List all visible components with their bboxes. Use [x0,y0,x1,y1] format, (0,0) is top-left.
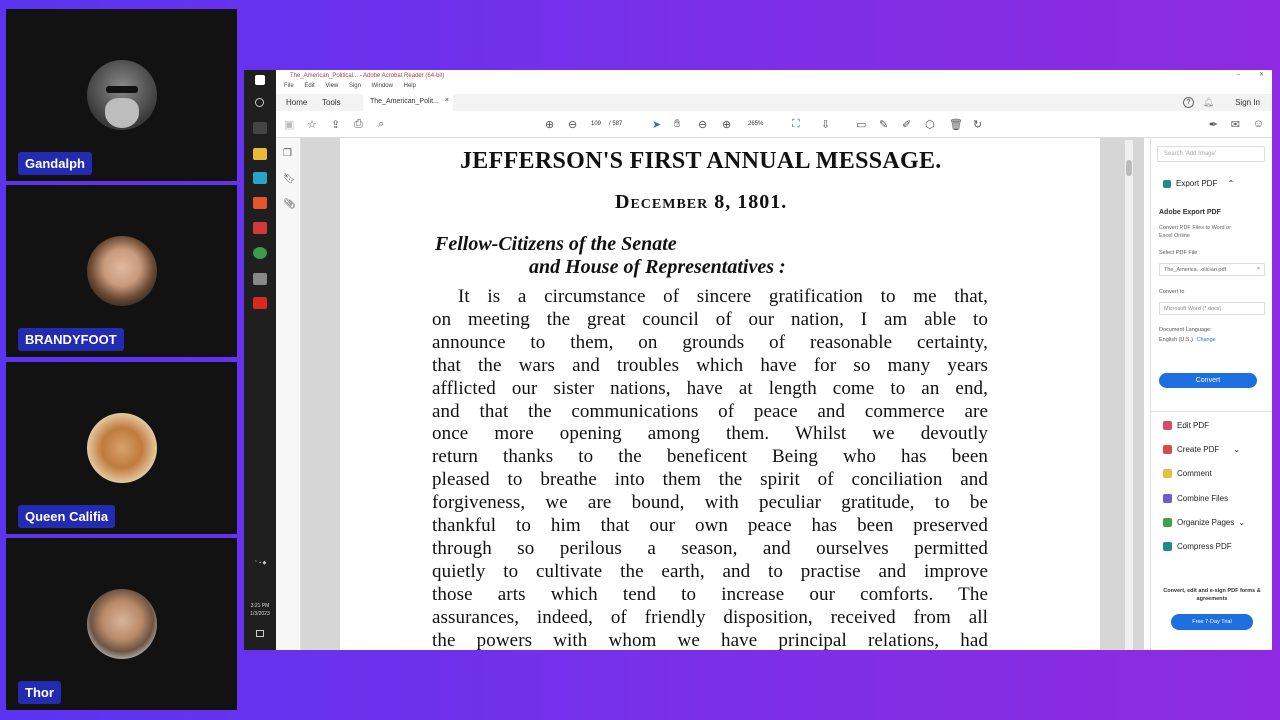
participant-name: Queen Califia [18,505,115,528]
avatar [87,236,157,306]
hand-icon[interactable]: ✋︎ [674,118,681,130]
menu-view[interactable]: View [325,83,339,89]
convert-to-select[interactable]: Microsoft Word (*.docx) [1159,302,1265,315]
body-text-line: and that the communications of peace and commerce are [432,401,988,422]
change-language-link[interactable]: Change [1196,337,1216,343]
body-text-line: assurances, indeed, of friendly disposition, received from all [432,607,988,628]
tab-document[interactable]: The_American_Polit... × [363,94,453,111]
left-rail [276,138,301,650]
body-text-line: It is a circumstance of sincere gratification to me that, [458,286,988,307]
free-trial-button[interactable]: Free 7-Day Trial [1171,614,1253,630]
clock-date: 1/3/2023 [250,611,270,617]
toolbar [276,112,1272,138]
folder-icon[interactable] [253,148,267,160]
participant-name: Thor [18,681,61,704]
delete-icon[interactable]: 🗑︎ [949,119,963,131]
convert-to-label: Convert to [1159,289,1185,295]
comment-icon[interactable]: ▭ [856,119,867,131]
right-tools-panel [1150,138,1272,650]
export-title: Adobe Export PDF [1159,209,1221,216]
chrome-icon[interactable] [253,247,267,259]
body-text-line: once more opening among them. Whilst we devoutly [432,423,988,444]
avatar [87,589,157,659]
body-text-line: through so perilous a season, and ourselves permitted [432,538,988,559]
highlight-icon[interactable]: ✎ [879,119,889,131]
body-text-line: on meeting the great council of our nation, I am able to [432,309,988,330]
export-pdf-header[interactable]: Export PDF ⌃ [1163,179,1234,188]
app-icon[interactable] [253,222,267,234]
chevron-down-icon[interactable]: ⌄ [1238,518,1246,527]
document-date: December 8, 1801. [615,191,788,213]
star-icon[interactable]: ☆ [307,119,317,131]
minimize-icon[interactable]: – [1236,72,1240,78]
participant-tile[interactable] [6,538,237,710]
menu-file[interactable]: File [284,83,294,89]
help-icon[interactable]: ? [1183,97,1194,108]
body-text-line: quietly to cultivate the earth, and to practise and improve [432,561,988,582]
scroll-mode-icon[interactable]: ⇩ [821,119,831,131]
clock-time: 3:21 PM [250,603,270,609]
document-language-label: Document Language: [1159,327,1212,333]
draw-icon[interactable]: ✐ [902,119,912,131]
acrobat-icon[interactable] [253,297,267,309]
sign-icon[interactable]: ✒ [1208,119,1218,131]
document-viewport[interactable] [301,138,1144,650]
save-icon[interactable]: ▣ [284,119,295,131]
salutation-line-2: and House of Representatives : [529,256,786,278]
organize-pages-icon [1163,518,1172,527]
document-language-value: English (U.S.) Change [1159,337,1216,343]
tab-home[interactable]: Home [286,98,308,107]
body-text-line: thankful to him that our own peace has been preserved [432,515,988,536]
menu-window[interactable]: Window [371,83,393,89]
tool-create-pdf[interactable]: Create PDF ⌄ [1163,445,1240,454]
avatar [87,413,157,483]
participant-tile[interactable] [6,362,237,534]
tool-combine-files[interactable]: Combine Files [1163,494,1228,503]
tool-comment[interactable]: Comment [1163,469,1212,478]
select-file-label: Select PDF File [1159,250,1198,256]
shared-screen-window [244,70,1272,650]
window-title: The_American_Political... - Adobe Acrobat Reader (64-bit) [290,73,445,79]
salutation-line-1: Fellow-Citizens of the Senate [435,233,677,255]
chevron-down-icon[interactable]: ⌄ [1233,445,1240,454]
fit-page-icon[interactable]: ⛶ [792,118,800,130]
page-up-icon[interactable]: ⊕ [545,119,555,131]
body-text-line: afflicted our sister nations, have at length come to an end, [432,378,988,399]
windows-start-icon[interactable] [255,75,265,85]
rotate-icon[interactable]: ↻ [973,119,983,131]
menu-help[interactable]: Help [403,83,416,89]
edit-pdf-icon [1163,421,1172,430]
system-tray: ⌃ ▪ ◆ [253,560,267,566]
search-icon[interactable] [255,98,264,107]
account-icon[interactable]: ☺ [1252,118,1264,130]
body-text-line: forgiveness, we are bound, with peculiar gratitude, to be [432,492,988,513]
notification-icon[interactable] [256,630,264,637]
comment-icon [1163,469,1172,478]
tools-search-input[interactable]: Search 'Add Image' [1157,146,1265,162]
tool-compress-pdf[interactable]: Compress PDF [1163,542,1232,551]
stamp-icon[interactable]: ⬡ [925,119,935,131]
participant-name: BRANDYFOOT [18,328,124,351]
title-bar [276,70,1272,83]
bell-icon[interactable]: 🔔︎ [1202,97,1214,107]
page-number-input[interactable]: 109 [591,121,602,127]
tab-tools[interactable]: Tools [322,98,341,107]
app-icon[interactable] [253,273,267,285]
create-pdf-icon [1163,445,1172,454]
zoom-in-icon[interactable]: ⊕ [722,119,732,131]
zoom-select[interactable]: 265% [748,121,764,127]
body-text-line: those arts which tend to increase our comforts. The [432,584,988,605]
select-cursor-icon[interactable]: ➤ [652,119,662,131]
page-total: / 587 [609,121,623,127]
export-description: Convert PDF Files to Word or Excel Online [1159,225,1232,239]
body-text-line: announce to them, on grounds of reasonable certainty, [432,332,988,353]
compress-pdf-icon [1163,542,1172,551]
combine-files-icon [1163,494,1172,503]
tab-row [276,94,1272,111]
windows-taskbar [244,70,276,650]
promo-text: Convert, edit and e-sign PDF forms & agreements [1163,588,1261,602]
sign-in-link[interactable]: Sign In [1235,98,1260,107]
close-icon[interactable]: ✕ [1258,72,1264,78]
document-title: JEFFERSON'S FIRST ANNUAL MESSAGE. [460,148,942,174]
avatar [87,60,157,130]
participant-tile[interactable] [6,9,237,181]
convert-button[interactable]: Convert [1159,373,1257,388]
vertical-scrollbar[interactable] [1125,140,1133,650]
menu-sign[interactable]: Sign [348,83,361,89]
app-icon[interactable] [253,122,267,134]
export-pdf-icon [1163,180,1171,188]
body-text-line: the powers with whom we have principal relations, had [432,630,988,650]
close-tab-icon[interactable]: × [444,97,449,104]
participant-tile[interactable] [6,185,237,357]
chevron-up-icon[interactable]: ⌃ [1227,179,1235,188]
bookmark-icon[interactable]: 🔖︎ [283,174,296,185]
page-down-icon[interactable]: ⊖ [568,119,578,131]
body-text-line: pleased to breathe into them the spirit of conciliation and [432,469,988,490]
menu-edit[interactable]: Edit [304,83,315,89]
zoom-out-icon[interactable]: ⊖ [698,119,708,131]
firefox-icon[interactable] [253,197,267,209]
participant-name: Gandalph [18,152,92,175]
mail-icon[interactable]: ✉ [1230,119,1240,131]
remove-file-icon[interactable]: × [1256,266,1260,272]
zoom-search-icon[interactable]: ⌕ [378,118,385,130]
body-text-line: return thanks to the beneficent Being who has been [432,446,988,467]
edge-icon[interactable] [253,172,267,184]
attachment-icon[interactable]: 📎︎ [283,199,296,210]
menu-bar [276,83,1272,93]
print-icon[interactable]: ⎙ [354,118,363,130]
upload-icon[interactable]: ⇪ [331,119,341,131]
tool-edit-pdf[interactable]: Edit PDF [1163,421,1209,430]
body-text-line: that the wars and troubles which have for so many years [432,355,988,376]
pages-icon[interactable]: ❐ [283,148,292,159]
pdf-page [340,138,1100,650]
tool-organize-pages[interactable]: Organize Pages ⌄ [1163,518,1245,527]
selected-file[interactable]: The_America...olician.pdf × [1159,263,1265,276]
